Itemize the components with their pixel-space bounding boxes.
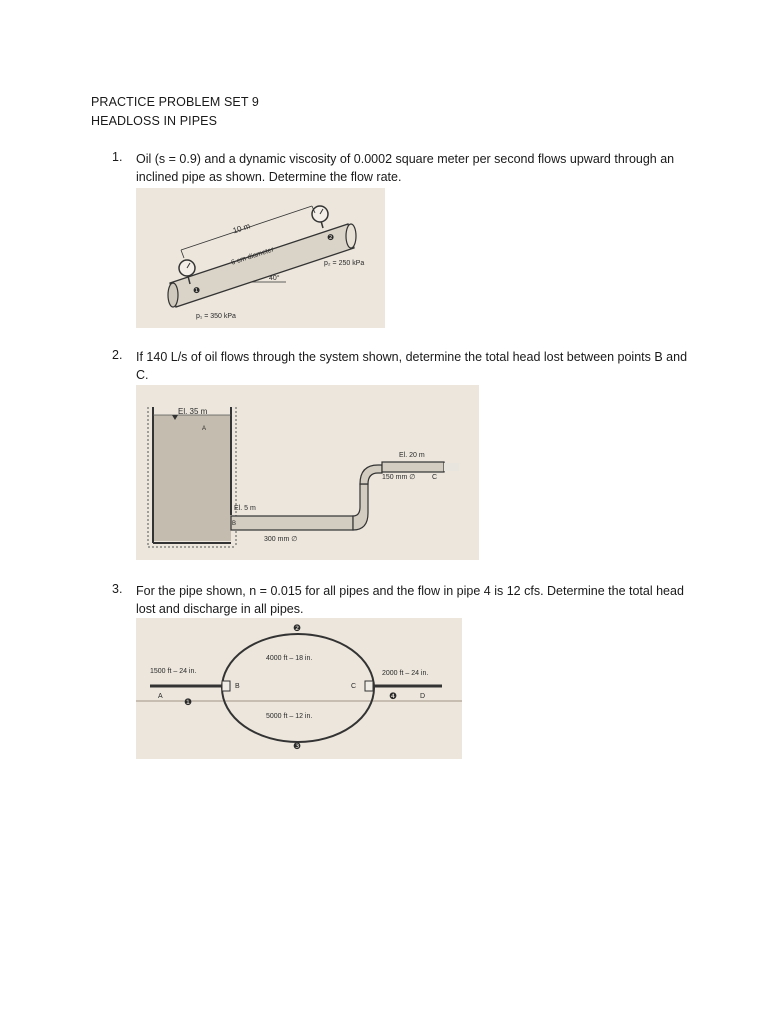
problem-1-number: 1. <box>112 150 123 164</box>
point-b-label: B <box>235 683 240 690</box>
angle-label: 40° <box>269 275 280 282</box>
pipe-2-label: 4000 ft – 18 in. <box>266 655 313 662</box>
pipe-150mm-label: 150 mm ∅ <box>382 474 416 481</box>
pipe-4-label: 2000 ft – 24 in. <box>382 670 429 677</box>
point-d-label: D <box>420 693 426 700</box>
problem-1-figure <box>136 188 385 328</box>
problem-2-figure <box>136 385 479 560</box>
problem-2-number: 2. <box>112 348 123 362</box>
point-c-label: C <box>432 474 438 481</box>
problem-3-text: For the pipe shown, n = 0.015 for all pipes and the flow in pipe 4 is 12 cfs. Determine the total head lost and discharge in all pipes. <box>136 584 684 616</box>
document-subtitle: HEADLOSS IN PIPES <box>91 114 218 128</box>
point-1-marker: ❶ <box>193 286 201 295</box>
junction-b-icon <box>222 681 230 691</box>
point-a-label: A <box>158 693 163 700</box>
problem-3-number: 3. <box>112 582 123 596</box>
pipe-3-label: 5000 ft – 12 in. <box>266 713 313 720</box>
reservoir-tank <box>148 407 236 547</box>
main-pipe <box>231 462 459 530</box>
point-2-marker: ❷ <box>327 233 335 242</box>
pressure-gauge-2-icon <box>312 206 328 228</box>
elevation-b-label: El. 5 m <box>234 505 256 512</box>
pipe-1-label: 1500 ft – 24 in. <box>150 668 197 675</box>
pipe-3-number: ❸ <box>293 741 302 751</box>
diameter-label: 6 cm diameter <box>230 246 275 267</box>
point-c-label: C <box>351 683 357 690</box>
point-b-label: B <box>232 521 237 527</box>
problem-1-text: Oil (s = 0.9) and a dynamic viscosity of 0.0002 square meter per second flows upward through an inclined pipe as shown. Determine the flow rate. <box>136 152 675 184</box>
junction-c-icon <box>365 681 373 691</box>
pipe-2-number: ❷ <box>293 623 302 633</box>
problem-3-figure <box>136 618 462 759</box>
pressure-1-label: p₁ = 350 kPa <box>196 313 236 320</box>
pipe-4-number: ❹ <box>389 691 398 701</box>
document-title: PRACTICE PROBLEM SET 9 <box>91 95 259 109</box>
elevation-top-label: El. 35 m <box>178 407 208 416</box>
elevation-c-label: El. 20 m <box>399 452 425 459</box>
pressure-2-label: p₂ = 250 kPa <box>324 260 365 267</box>
pipe-1-number: ❶ <box>184 697 193 707</box>
point-a-label: A <box>202 426 207 432</box>
pipe-300mm-label: 300 mm ∅ <box>264 536 298 543</box>
problem-2-text: If 140 L/s of oil flows through the system shown, determine the total head lost between points B and C. <box>136 350 688 382</box>
length-label: 10 m <box>231 221 252 236</box>
